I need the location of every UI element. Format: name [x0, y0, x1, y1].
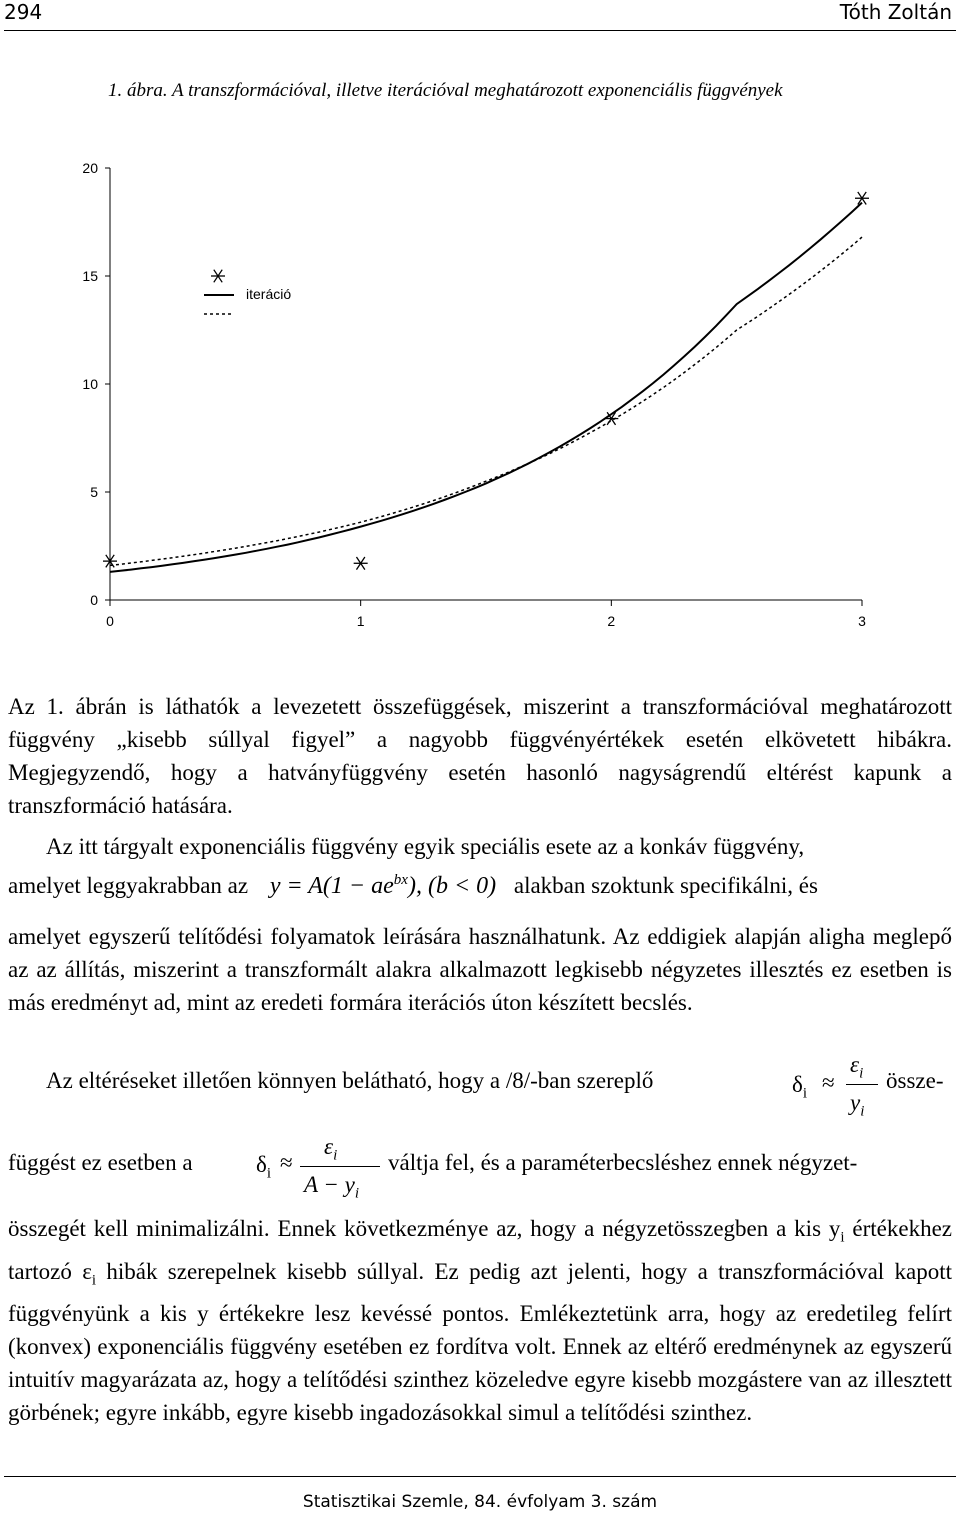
paragraph-3-end: össze- — [886, 1068, 944, 1093]
fraction-1-bar — [846, 1084, 878, 1085]
epsilon-sub-2: i — [333, 1147, 338, 1164]
delta-glyph-2: δ — [256, 1152, 267, 1177]
legend-label: iteráció — [246, 286, 292, 302]
paragraph-2-formula-line — [8, 872, 818, 900]
paragraph-5-a: összegét kell minimalizálni. Ennek következménye az, hogy a négyzetösszegben a kis y — [8, 1216, 841, 1241]
legend-marker-symbol — [211, 270, 225, 283]
page-number: 294 — [4, 0, 43, 24]
y-tick-label: 0 — [90, 592, 98, 608]
paragraph-2-line-1: Az itt tárgyalt exponenciális függvény egyik speciális esete az a konkáv függvény, — [46, 834, 805, 859]
approx-sign-2: ≈ — [280, 1150, 293, 1175]
formula-intro: amelyet leggyakrabban az — [8, 873, 249, 898]
paragraph-3-text: Az eltéréseket illetően könnyen belátható, hogy a /8/-ban szereplő — [46, 1068, 654, 1093]
iteration-curve — [110, 203, 862, 572]
paragraph-2-rest: amelyet egyszerű telítődési folyamatok leírására használhatunk. Az eddigiek alapján aligha meglepő az az állítás, miszerint a transzformált alakra alkalmazott legkisebb négyzetes illesztés ez esetben is más eredményt ad, mint az eredeti formára iterációs úton készített becslés. — [8, 924, 952, 1015]
formula-exponent: bx — [393, 872, 408, 888]
footer-rule — [4, 1476, 956, 1477]
formula-condition: ), (b < 0) — [407, 873, 497, 899]
fraction-1-numerator — [850, 1052, 863, 1083]
data-point-marker — [354, 557, 368, 570]
header-rule — [4, 30, 956, 31]
a-minus-y: A − y — [304, 1172, 355, 1197]
page-header — [0, 0, 960, 28]
fraction-2-bar — [300, 1166, 380, 1167]
x-tick-label: 1 — [356, 613, 365, 629]
x-tick-label: 0 — [106, 613, 114, 629]
fraction-2-denominator — [304, 1172, 359, 1203]
running-author: Tóth Zoltán — [839, 0, 952, 24]
journal-footer: Statisztikai Szemle, 84. évfolyam 3. szám — [302, 1492, 658, 1512]
epsilon-glyph-2: ε — [324, 1134, 334, 1159]
x-tick-label: 2 — [607, 613, 616, 629]
paragraph-1: Az 1. ábrán is láthatók a levezetett összefüggések, miszerint a transzformációval meghatározott függvény „kisebb súllyal figyel” a nagyobb függvényértékek esetén elkövetett hibákra. Megjegyzendő, hogy a hatványfüggvény esetén hasonló nagyságrendű eltérést kapunk a transzformáció hatására. — [8, 694, 952, 818]
exponential-chart — [0, 130, 960, 640]
y-tick-label: 15 — [82, 268, 98, 284]
delta-sub: i — [802, 1085, 808, 1102]
formula-outro: alakban szoktunk specifikálni, és — [513, 873, 818, 898]
y-sub: i — [860, 1103, 865, 1120]
approx-sign-1: ≈ — [822, 1070, 835, 1095]
delta-glyph: δ — [792, 1072, 803, 1097]
epsilon-glyph: ε — [850, 1052, 860, 1077]
paragraph-5-b: értékekhez tartozó ε — [8, 1216, 952, 1284]
y-tick-label: 5 — [90, 484, 98, 500]
epsilon-sub: i — [859, 1065, 864, 1082]
transformation-curve — [110, 237, 862, 565]
paragraph-5-c: hibák szerepelnek kisebb súllyal. Ez pedig azt jelenti, hogy a transzformációval kapott függvényünk a kis y értékekre lesz kevéssé pontos. Emlékeztetünk arra, hogy az eredetileg felírt (konvex) exponenciális függvény esetében ez fordítva volt. Ennek az eltérő eredménynek az egyszerű intuitív magyarázata az, hogy a telítődési szinthez közeledve egyre kisebb mozgástere van az illesztett görbének; egyre inkább, egyre kisebb ingadozásokkal simul a telítődési szinthez. — [8, 1258, 953, 1426]
y-tick-label: 10 — [82, 376, 98, 392]
paragraph-4-start: függést ez esetben a — [8, 1150, 193, 1175]
paragraph-5-sub-1: i — [840, 1229, 845, 1246]
delta-symbol — [792, 1072, 807, 1103]
paragraph-5 — [8, 1212, 952, 1429]
figure-caption: 1. ábra. A transzformációval, illetve iterációval meghatározott exponenciális függvények — [108, 80, 783, 101]
paragraph-5-sub-2: i — [91, 1272, 97, 1289]
saturation-formula — [270, 873, 496, 899]
fraction-1-denominator — [850, 1090, 864, 1121]
fraction-2-numerator — [324, 1134, 337, 1165]
y-glyph: y — [850, 1090, 861, 1115]
y-tick-label: 20 — [82, 160, 98, 176]
x-tick-label: 3 — [858, 613, 866, 629]
paragraph-4-end: váltja fel, és a paraméterbecsléshez ennek négyzet- — [388, 1150, 858, 1175]
delta-symbol-2 — [256, 1152, 271, 1183]
a-minus-y-sub: i — [354, 1185, 360, 1202]
delta-sub-2: i — [266, 1165, 272, 1182]
formula-main: y = A(1 − ae — [269, 873, 394, 899]
